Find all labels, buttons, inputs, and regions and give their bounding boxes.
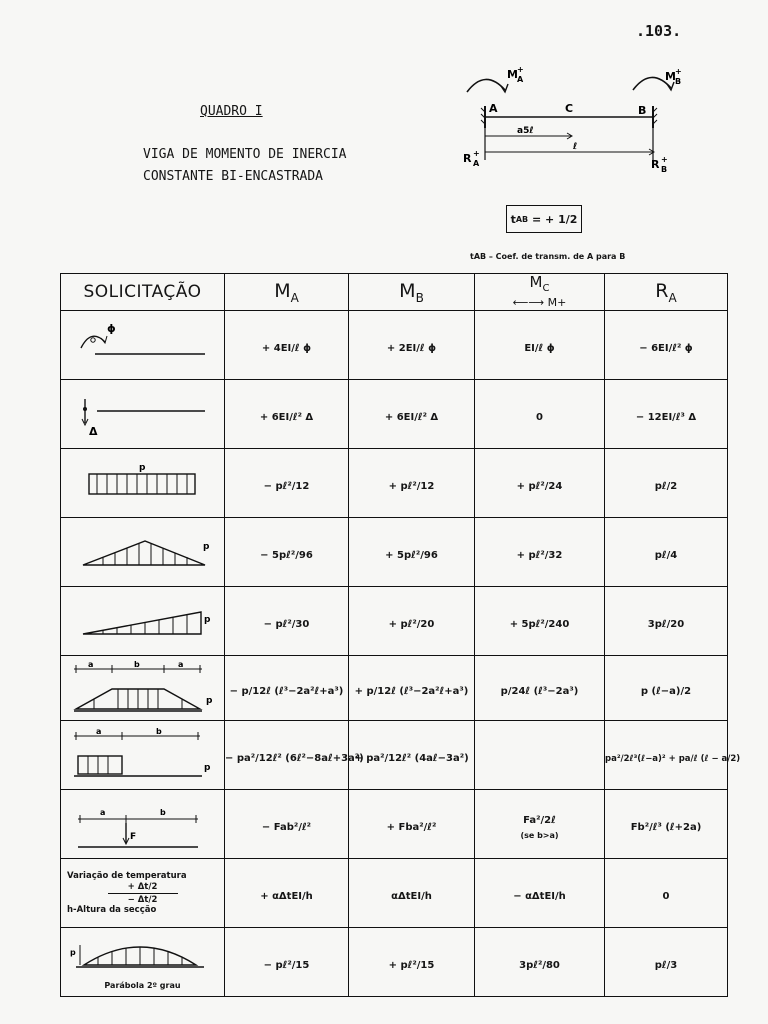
partial-load-icon xyxy=(68,726,218,784)
temperature-top-label: + Δt/2 xyxy=(127,881,158,892)
parabola-load-icon xyxy=(68,935,218,981)
mc-condition: (se b>a) xyxy=(520,831,559,840)
mc-value: + 5pℓ²/240 xyxy=(509,618,570,630)
ra-value: pℓ/3 xyxy=(654,959,678,971)
svg-text:B: B xyxy=(661,165,668,174)
mb-value: + 2EI/ℓ ϕ xyxy=(386,342,437,354)
rb-label: R xyxy=(651,158,660,171)
svg-text:a: a xyxy=(99,808,105,817)
page-number: .103. xyxy=(636,22,682,40)
ma-value: − pa²/12ℓ² (6ℓ²−8aℓ+3a²) xyxy=(225,752,364,764)
ma-value: − 5pℓ²/96 xyxy=(260,549,313,561)
mc-value: p/24ℓ (ℓ³−2a³) xyxy=(500,685,579,697)
fixed-support-a-icon xyxy=(481,106,485,128)
svg-text:b: b xyxy=(155,727,162,736)
load-ramp-cell xyxy=(61,587,225,656)
svg-text:B: B xyxy=(675,77,682,86)
subtitle-line-1: VIGA DE MOMENTO DE INERCIA xyxy=(143,147,347,162)
moment-arrow-a-icon xyxy=(467,79,505,92)
results-table xyxy=(60,272,741,997)
section-height-label: h-Altura da secção xyxy=(67,904,157,915)
svg-text:p: p xyxy=(205,696,212,706)
page-subtitle xyxy=(143,144,347,188)
mb-label: M xyxy=(665,70,676,83)
uniform-load-icon xyxy=(73,458,213,508)
svg-text:p: p xyxy=(69,947,76,957)
svg-text:F: F xyxy=(129,832,136,842)
svg-text:a: a xyxy=(87,660,93,669)
ra-value: 0 xyxy=(662,890,670,902)
load-uniform-cell xyxy=(61,449,225,518)
point-load-icon xyxy=(68,795,218,853)
ra-value: − 12EI/ℓ³ Δ xyxy=(635,411,697,423)
temperature-bottom-label: − Δt/2 xyxy=(127,894,158,905)
page-title: QUADRO I xyxy=(200,104,263,119)
trapezoid-load-icon xyxy=(68,659,218,717)
header-solicitacao: SOLICITAÇÃO xyxy=(61,274,225,311)
table-row xyxy=(61,721,728,790)
ra-value: p (ℓ−a)/2 xyxy=(640,685,692,697)
mb-value: + p/12ℓ (ℓ³−2a²ℓ+a³) xyxy=(354,685,469,697)
settlement-load-icon xyxy=(73,389,213,439)
mc-value: 0 xyxy=(536,411,543,423)
ma-value: + αΔtEI/h xyxy=(260,890,313,902)
svg-text:b: b xyxy=(133,660,140,669)
ra-value: pa²/2ℓ³(ℓ−a)² + pa/ℓ (ℓ − a/2) xyxy=(605,753,741,764)
svg-text:ϕ: ϕ xyxy=(106,322,116,335)
beam-diagram xyxy=(455,62,685,180)
ramp-load-icon xyxy=(73,596,213,646)
temperature-label: Variação de temperatura xyxy=(67,870,187,881)
load-trapezoid-cell xyxy=(61,656,225,721)
triangle-load-icon xyxy=(73,527,213,577)
ma-value: − pℓ²/30 xyxy=(263,618,310,630)
transfer-coefficient-box xyxy=(506,205,582,233)
parabola-label: Parábola 2º grau xyxy=(104,980,181,990)
transfer-coefficient-symbol: t xyxy=(510,212,516,226)
ma-value: − p/12ℓ (ℓ³−2a²ℓ+a³) xyxy=(229,685,344,697)
ma-value: + 4EI/ℓ ϕ xyxy=(261,342,312,354)
load-partial-cell xyxy=(61,721,225,790)
svg-text:a: a xyxy=(177,660,183,669)
table-row xyxy=(61,790,728,859)
point-a-label: A xyxy=(489,102,498,115)
header-mc: $M_C$ ⟵⟶ M+ xyxy=(475,274,605,311)
ra-value: pℓ/4 xyxy=(654,549,678,561)
transfer-coefficient-value: = + 1/2 xyxy=(531,212,578,226)
ra-label: R xyxy=(463,152,472,165)
transfer-coefficient-sub: AB xyxy=(515,214,529,224)
mb-value: + pℓ²/12 xyxy=(388,480,435,492)
table-row xyxy=(61,587,728,656)
svg-text:b: b xyxy=(159,808,166,817)
svg-text:A: A xyxy=(473,159,480,168)
point-c-label: C xyxy=(565,102,574,115)
table-row xyxy=(61,518,728,587)
transfer-coefficient-caption: tAB – Coef. de transm. de A para B xyxy=(470,252,626,261)
svg-text:+: + xyxy=(675,67,682,76)
load-point-cell xyxy=(61,790,225,859)
svg-text:A: A xyxy=(517,75,524,84)
ma-label: M xyxy=(507,68,518,81)
mb-value: + 5pℓ²/96 xyxy=(385,549,438,561)
table-header-row xyxy=(61,274,728,311)
mb-value: + 6EI/ℓ² Δ xyxy=(384,411,439,423)
svg-text:p: p xyxy=(203,763,210,773)
table-row xyxy=(61,859,728,928)
load-triangle-cell xyxy=(61,518,225,587)
dim-length-label: ℓ xyxy=(573,142,578,152)
mc-value: 3pℓ²/80 xyxy=(519,959,560,971)
table-row xyxy=(61,449,728,518)
mc-value: + pℓ²/24 xyxy=(516,480,563,492)
svg-text:p: p xyxy=(203,615,210,625)
dim-c-label: a5ℓ xyxy=(517,126,534,136)
ma-value: − Fab²/ℓ² xyxy=(261,821,312,833)
load-settlement-cell xyxy=(61,380,225,449)
header-ma: $M_A$ xyxy=(225,274,349,311)
svg-text:p: p xyxy=(138,463,145,473)
mc-value: + pℓ²/32 xyxy=(516,549,563,561)
mb-value: + pℓ²/20 xyxy=(388,618,435,630)
ma-value: − pℓ²/12 xyxy=(263,480,310,492)
header-ra: $R_A$ xyxy=(605,274,728,311)
point-b-label: B xyxy=(638,104,647,117)
ra-value: − 6EI/ℓ² ϕ xyxy=(639,342,693,354)
mb-value: + Fba²/ℓ² xyxy=(386,821,437,833)
load-rotation-cell xyxy=(61,311,225,380)
ma-value: − pℓ²/15 xyxy=(263,959,310,971)
svg-text:a: a xyxy=(95,727,101,736)
svg-text:+: + xyxy=(661,155,668,164)
ra-value: pℓ/2 xyxy=(654,480,678,492)
header-mb: $M_B$ xyxy=(349,274,475,311)
svg-text:+: + xyxy=(517,65,524,74)
table-row xyxy=(61,380,728,449)
fixed-support-b-icon xyxy=(653,106,657,128)
table-row xyxy=(61,656,728,721)
svg-text:Δ: Δ xyxy=(88,425,98,438)
table-row xyxy=(61,311,728,380)
load-temperature-cell xyxy=(61,859,225,928)
ma-value: + 6EI/ℓ² Δ xyxy=(259,411,314,423)
load-parabola-cell xyxy=(61,928,225,997)
svg-text:+: + xyxy=(473,149,480,158)
mc-value: Fa²/2ℓ xyxy=(523,815,556,826)
ra-value: Fb²/ℓ³ (ℓ+2a) xyxy=(630,821,702,833)
mb-value: + pa²/12ℓ² (4aℓ−3a²) xyxy=(354,752,469,764)
mb-value: + pℓ²/15 xyxy=(388,959,435,971)
mc-value: − αΔtEI/h xyxy=(513,890,566,902)
subtitle-line-2: CONSTANTE BI-ENCASTRADA xyxy=(143,169,324,184)
svg-text:p: p xyxy=(202,542,209,552)
table-row xyxy=(61,928,728,997)
rotation-load-icon xyxy=(73,320,213,370)
ra-value: 3pℓ/20 xyxy=(647,618,685,630)
mc-value: EI/ℓ ϕ xyxy=(524,342,555,354)
mb-value: αΔtEI/h xyxy=(391,890,432,902)
